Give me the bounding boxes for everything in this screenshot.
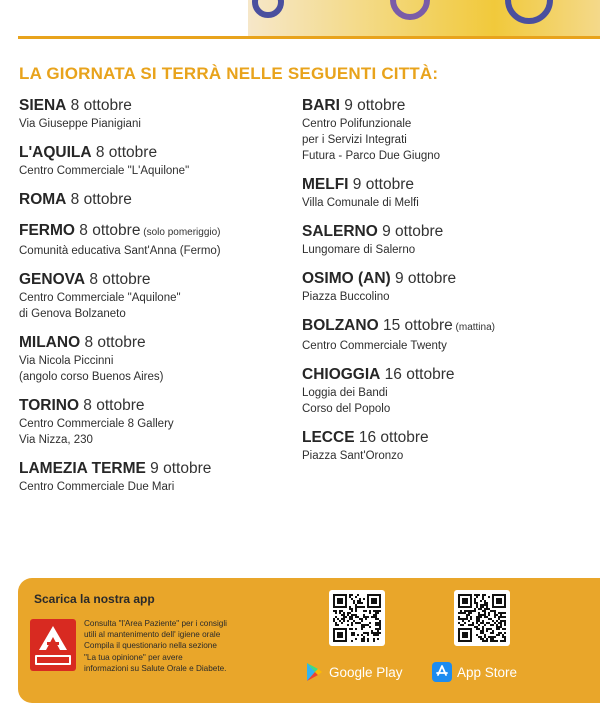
city-heading	[19, 96, 289, 116]
city-heading	[302, 175, 592, 195]
city-address-line: di Genova Bolzaneto	[19, 308, 126, 320]
city-date: 8 ottobre	[74, 222, 141, 239]
city-entry	[302, 96, 592, 164]
google-play-icon	[304, 662, 324, 682]
city-date: 9 ottobre	[145, 460, 212, 477]
city-address-line: Loggia dei Bandi	[302, 387, 388, 399]
city-date: 16 ottobre	[354, 429, 429, 446]
city-heading	[302, 428, 592, 448]
city-entry	[19, 396, 289, 448]
google-play-qr-code[interactable]	[329, 590, 385, 646]
city-name: LECCE	[302, 429, 355, 446]
city-address-line: Futura - Parco Due Giugno	[302, 150, 441, 162]
city-heading	[302, 316, 592, 338]
city-heading	[19, 270, 289, 290]
header-divider	[18, 36, 600, 39]
city-entry	[19, 221, 289, 259]
city-date: 8 ottobre	[80, 334, 146, 351]
city-heading	[302, 365, 592, 385]
city-heading	[19, 221, 289, 243]
city-heading	[19, 143, 289, 163]
app-description-line: utili al mantenimento dell' igiene orale	[84, 630, 221, 640]
header-artwork	[0, 0, 600, 36]
city-name: GENOVA	[19, 271, 86, 288]
city-name: LAMEZIA TERME	[19, 460, 146, 477]
city-address-line: Centro Commerciale Twenty	[302, 340, 447, 352]
city-address-line: Via Nizza, 230	[19, 434, 93, 446]
city-name: L'AQUILA	[19, 144, 92, 161]
city-entry	[302, 316, 592, 354]
city-entry	[302, 222, 592, 258]
city-address-line: Centro Commerciale Due Mari	[19, 481, 175, 493]
city-name: BOLZANO	[302, 317, 379, 334]
city-date: 8 ottobre	[91, 144, 158, 161]
logo-strip	[35, 655, 71, 665]
city-date: 9 ottobre	[377, 223, 444, 240]
city-heading	[302, 269, 592, 289]
city-heading	[302, 222, 592, 242]
city-name: SALERNO	[302, 223, 378, 240]
city-entry	[302, 428, 592, 464]
city-address-line: Piazza Sant'Oronzo	[302, 450, 404, 462]
app-store-label: App Store	[457, 664, 518, 680]
city-date: 9 ottobre	[339, 97, 406, 114]
app-description-line: Consulta "l'Area Paziente" per i consigli	[84, 619, 227, 628]
city-name: TORINO	[19, 397, 79, 414]
logo-a-icon	[38, 625, 68, 651]
city-address-line: Via Giuseppe Pianigiani	[19, 118, 141, 130]
city-address-line: Centro Commerciale 8 Gallery	[19, 418, 174, 430]
city-heading	[302, 96, 592, 116]
city-heading	[19, 459, 289, 479]
app-description	[84, 618, 299, 674]
city-name: MELFI	[302, 176, 349, 193]
city-name: OSIMO (AN)	[302, 270, 391, 287]
cities-left-column	[19, 96, 289, 506]
city-date: 8 ottobre	[85, 271, 151, 288]
app-store-qr-code[interactable]	[454, 590, 510, 646]
city-entry	[302, 365, 592, 417]
app-banner-title: Scarica la nostra app	[34, 592, 155, 606]
app-download-banner	[18, 578, 600, 703]
city-address-line: Via Nicola Piccinni	[19, 355, 114, 367]
city-date: 16 ottobre	[380, 366, 455, 383]
city-name: SIENA	[19, 97, 67, 114]
city-heading	[19, 396, 289, 416]
city-date: 9 ottobre	[390, 270, 457, 287]
city-date: 8 ottobre	[79, 397, 145, 414]
city-entry	[19, 190, 289, 210]
city-address-line: Lungomare di Salerno	[302, 244, 416, 256]
city-date: 9 ottobre	[348, 176, 414, 193]
qr-code-icon	[333, 594, 381, 642]
city-address-line: Centro Polifunzionale	[302, 118, 412, 130]
city-address-line: Comunità educativa Sant'Anna (Fermo)	[19, 245, 221, 257]
qr-code-icon	[458, 594, 506, 642]
city-address-line: Centro Commerciale "Aquilone"	[19, 292, 181, 304]
city-entry	[302, 269, 592, 305]
app-store-icon	[432, 662, 452, 682]
city-entry	[19, 270, 289, 322]
city-entry	[19, 333, 289, 385]
city-date: 8 ottobre	[66, 191, 132, 208]
city-note: (solo pomeriggio)	[140, 227, 221, 238]
city-name: FERMO	[19, 222, 75, 239]
page-heading: LA GIORNATA SI TERRÀ NELLE SEGUENTI CITTÀ:	[19, 64, 439, 83]
city-heading	[19, 333, 289, 353]
city-entry	[302, 175, 592, 211]
city-address-line: per i Servizi Integrati	[302, 134, 407, 146]
google-play-badge[interactable]	[304, 662, 403, 682]
app-description-line: "La tua opinione" per avere	[84, 652, 183, 662]
cities-right-column	[302, 96, 592, 475]
google-play-label: Google Play	[329, 664, 403, 680]
city-entry	[19, 459, 289, 495]
city-name: MILANO	[19, 334, 81, 351]
city-date: 15 ottobre	[378, 317, 453, 334]
city-name: ROMA	[19, 191, 67, 208]
app-description-line: informazioni su Salute Orale e Diabete.	[84, 663, 227, 673]
city-address-line: Corso del Popolo	[302, 403, 391, 415]
app-description-line: Compila il questionario nella sezione	[84, 641, 217, 651]
city-name: BARI	[302, 97, 340, 114]
city-entry	[19, 143, 289, 179]
city-name: CHIOGGIA	[302, 366, 381, 383]
city-address-line: Centro Commerciale "L'Aquilone"	[19, 165, 190, 177]
city-entry	[19, 96, 289, 132]
city-note: (mattina)	[452, 322, 495, 333]
city-address-line: (angolo corso Buenos Aires)	[19, 371, 164, 383]
andi-logo	[30, 619, 76, 671]
city-address-line: Piazza Buccolino	[302, 291, 390, 303]
city-date: 8 ottobre	[66, 97, 132, 114]
city-address-line: Villa Comunale di Melfi	[302, 197, 419, 209]
app-store-badge[interactable]	[432, 662, 517, 682]
city-heading	[19, 190, 289, 210]
